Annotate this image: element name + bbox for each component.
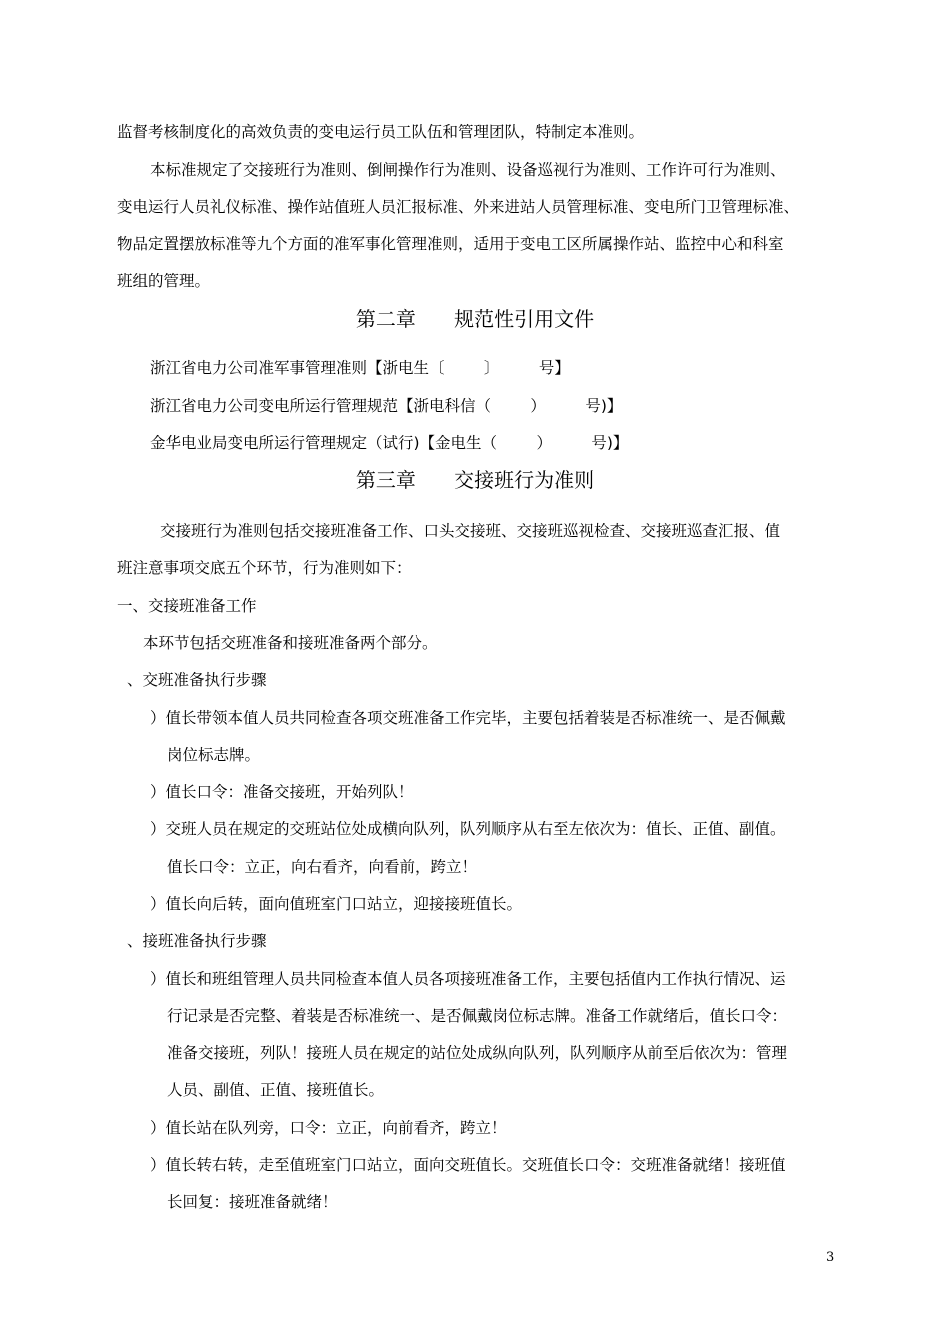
subsection-1-item: 值长口令：立正，向右看齐，向看前，跨立！ <box>167 858 478 876</box>
subsection-2-item: ）值长站在队列旁，口令：立正，向前看齐，跨立！ <box>150 1119 507 1137</box>
reference-1: 浙江省电力公司准军事管理准则【浙电生〔 〕 号】 <box>150 359 570 377</box>
subsection-2-item: 准备交接班，列队！接班人员在规定的站位处成纵向队列，队列顺序从前至后依次为：管理 <box>167 1044 788 1062</box>
chapter-2-title: 第二章 规范性引用文件 <box>355 307 595 331</box>
intro-line-3: 变电运行人员礼仪标准、操作站值班人员汇报标准、外来进站人员管理标准、变电所门卫管理标准、 <box>117 198 800 216</box>
intro-line-1: 监督考核制度化的高效负责的变电运行员工队伍和管理团队，特制定本准则。 <box>117 123 645 141</box>
intro-line-2: 本标准规定了交接班行为准则、倒闸操作行为准则、设备巡视行为准则、工作许可行为准则、 <box>150 161 786 179</box>
intro-line-5: 班组的管理。 <box>117 272 211 290</box>
section-1-heading: 一、交接班准备工作 <box>117 597 257 615</box>
subsection-2-item: 人员、副值、正值、接班值长。 <box>167 1081 385 1099</box>
subsection-2-item: ）值长转右转，走至值班室门口站立，面向交班值长。交班值长口令：交班准备就绪！接班值 <box>150 1156 786 1174</box>
section-1-description: 本环节包括交班准备和接班准备两个部分。 <box>143 634 438 652</box>
subsection-2-item: ）值长和班组管理人员共同检查本值人员各项接班准备工作，主要包括值内工作执行情况、运 <box>150 970 786 988</box>
subsection-2-item: 长回复：接班准备就绪！ <box>167 1193 338 1211</box>
intro-line-4: 物品定置摆放标准等九个方面的准军事化管理准则，适用于变电工区所属操作站、监控中心和科室 <box>117 235 784 253</box>
subsection-1-item: 岗位标志牌。 <box>167 746 261 764</box>
chapter-3-intro-2: 班注意事项交底五个环节，行为准则如下： <box>117 559 412 577</box>
reference-2: 浙江省电力公司变电所运行管理规范【浙电科信（ ） 号)】 <box>150 397 623 415</box>
subsection-1-item: ）交班人员在规定的交班站位处成横向队列，队列顺序从右至左依次为：值长、正值、副值。 <box>150 820 786 838</box>
chapter-3-title: 第三章 交接班行为准则 <box>355 468 595 492</box>
subsection-1-heading: 、交班准备执行步骤 <box>127 671 267 689</box>
chapter-3-intro-1: 交接班行为准则包括交接班准备工作、口头交接班、交接班巡视检查、交接班巡查汇报、值 <box>160 522 781 540</box>
subsection-1-item: ）值长带领本值人员共同检查各项交班准备工作完毕，主要包括着装是否标准统一、是否佩戴 <box>150 709 786 727</box>
reference-3: 金华电业局变电所运行管理规定（试行)【金电生（ ） 号)】 <box>150 434 629 452</box>
subsection-2-item: 行记录是否完整、着装是否标准统一、是否佩戴岗位标志牌。准备工作就绪后，值长口令： <box>167 1007 788 1025</box>
subsection-2-heading: 、接班准备执行步骤 <box>127 932 267 950</box>
subsection-1-item: ）值长向后转，面向值班室门口站立，迎接接班值长。 <box>150 895 523 913</box>
page-number: 3 <box>826 1250 835 1265</box>
subsection-1-item: ）值长口令：准备交接班，开始列队！ <box>150 783 414 801</box>
